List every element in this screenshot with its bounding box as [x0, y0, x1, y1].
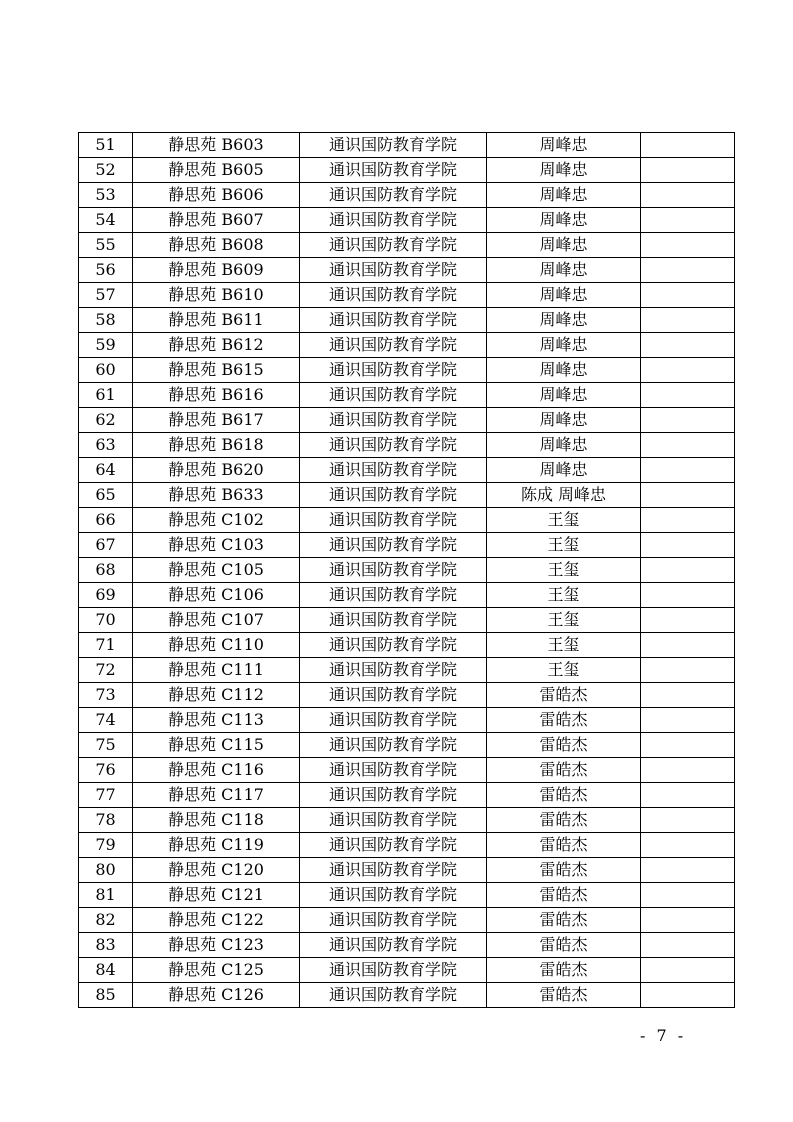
- college-cell: 通识国防教育学院: [300, 283, 487, 308]
- row-number-cell: 62: [79, 408, 133, 433]
- room-cell: 静思苑 B606: [133, 183, 300, 208]
- row-number-cell: 73: [79, 683, 133, 708]
- staff-cell: 雷皓杰: [487, 758, 641, 783]
- table-row: [79, 258, 735, 283]
- college-cell: 通识国防教育学院: [300, 358, 487, 383]
- note-cell: [641, 933, 735, 958]
- staff-cell: 周峰忠: [487, 133, 641, 158]
- row-number-cell: 53: [79, 183, 133, 208]
- table-row: [79, 433, 735, 458]
- room-cell: 静思苑 B611: [133, 308, 300, 333]
- table-row: [79, 358, 735, 383]
- note-cell: [641, 233, 735, 258]
- note-cell: [641, 483, 735, 508]
- table-row: [79, 283, 735, 308]
- row-number-cell: 65: [79, 483, 133, 508]
- row-number-cell: 69: [79, 583, 133, 608]
- table-row: [79, 508, 735, 533]
- row-number-cell: 60: [79, 358, 133, 383]
- table-row: [79, 858, 735, 883]
- note-cell: [641, 783, 735, 808]
- row-number-cell: 81: [79, 883, 133, 908]
- staff-cell: 王玺: [487, 508, 641, 533]
- college-cell: 通识国防教育学院: [300, 658, 487, 683]
- room-cell: 静思苑 B633: [133, 483, 300, 508]
- note-cell: [641, 883, 735, 908]
- note-cell: [641, 708, 735, 733]
- note-cell: [641, 558, 735, 583]
- table-row: [79, 708, 735, 733]
- room-cell: 静思苑 C120: [133, 858, 300, 883]
- college-cell: 通识国防教育学院: [300, 158, 487, 183]
- row-number-cell: 59: [79, 333, 133, 358]
- staff-cell: 周峰忠: [487, 383, 641, 408]
- college-cell: 通识国防教育学院: [300, 433, 487, 458]
- row-number-cell: 74: [79, 708, 133, 733]
- note-cell: [641, 383, 735, 408]
- college-cell: 通识国防教育学院: [300, 208, 487, 233]
- page-number: - 7 -: [640, 1026, 687, 1045]
- dormitory-table-body: [79, 133, 735, 1008]
- staff-cell: 周峰忠: [487, 258, 641, 283]
- table-row: [79, 833, 735, 858]
- room-cell: 静思苑 C105: [133, 558, 300, 583]
- staff-cell: 周峰忠: [487, 208, 641, 233]
- college-cell: 通识国防教育学院: [300, 733, 487, 758]
- table-row: [79, 933, 735, 958]
- staff-cell: 王玺: [487, 658, 641, 683]
- staff-cell: 雷皓杰: [487, 858, 641, 883]
- college-cell: 通识国防教育学院: [300, 608, 487, 633]
- college-cell: 通识国防教育学院: [300, 233, 487, 258]
- note-cell: [641, 433, 735, 458]
- room-cell: 静思苑 C107: [133, 608, 300, 633]
- college-cell: 通识国防教育学院: [300, 308, 487, 333]
- staff-cell: 雷皓杰: [487, 783, 641, 808]
- staff-cell: 雷皓杰: [487, 883, 641, 908]
- college-cell: 通识国防教育学院: [300, 533, 487, 558]
- room-cell: 静思苑 B620: [133, 458, 300, 483]
- note-cell: [641, 958, 735, 983]
- table-row: [79, 208, 735, 233]
- college-cell: 通识国防教育学院: [300, 183, 487, 208]
- table-row: [79, 383, 735, 408]
- note-cell: [641, 608, 735, 633]
- staff-cell: 雷皓杰: [487, 958, 641, 983]
- table-row: [79, 233, 735, 258]
- staff-cell: 王玺: [487, 583, 641, 608]
- row-number-cell: 78: [79, 808, 133, 833]
- table-row: [79, 133, 735, 158]
- staff-cell: 雷皓杰: [487, 683, 641, 708]
- row-number-cell: 71: [79, 633, 133, 658]
- room-cell: 静思苑 B603: [133, 133, 300, 158]
- college-cell: 通识国防教育学院: [300, 708, 487, 733]
- college-cell: 通识国防教育学院: [300, 683, 487, 708]
- table-row: [79, 558, 735, 583]
- staff-cell: 雷皓杰: [487, 933, 641, 958]
- room-cell: 静思苑 C117: [133, 783, 300, 808]
- room-cell: 静思苑 B610: [133, 283, 300, 308]
- note-cell: [641, 408, 735, 433]
- note-cell: [641, 358, 735, 383]
- note-cell: [641, 208, 735, 233]
- note-cell: [641, 733, 735, 758]
- college-cell: 通识国防教育学院: [300, 883, 487, 908]
- note-cell: [641, 183, 735, 208]
- row-number-cell: 66: [79, 508, 133, 533]
- table-row: [79, 408, 735, 433]
- row-number-cell: 80: [79, 858, 133, 883]
- staff-cell: 周峰忠: [487, 283, 641, 308]
- room-cell: 静思苑 C125: [133, 958, 300, 983]
- staff-cell: 周峰忠: [487, 458, 641, 483]
- table-row: [79, 908, 735, 933]
- staff-cell: 雷皓杰: [487, 833, 641, 858]
- table-row: [79, 308, 735, 333]
- table-row: [79, 183, 735, 208]
- room-cell: 静思苑 B618: [133, 433, 300, 458]
- row-number-cell: 85: [79, 983, 133, 1008]
- row-number-cell: 64: [79, 458, 133, 483]
- room-cell: 静思苑 C126: [133, 983, 300, 1008]
- row-number-cell: 77: [79, 783, 133, 808]
- staff-cell: 周峰忠: [487, 308, 641, 333]
- college-cell: 通识国防教育学院: [300, 333, 487, 358]
- note-cell: [641, 658, 735, 683]
- staff-cell: 王玺: [487, 533, 641, 558]
- row-number-cell: 63: [79, 433, 133, 458]
- staff-cell: 陈成 周峰忠: [487, 483, 641, 508]
- staff-cell: 王玺: [487, 558, 641, 583]
- room-cell: 静思苑 B609: [133, 258, 300, 283]
- college-cell: 通识国防教育学院: [300, 858, 487, 883]
- college-cell: 通识国防教育学院: [300, 483, 487, 508]
- table-row: [79, 158, 735, 183]
- row-number-cell: 84: [79, 958, 133, 983]
- staff-cell: 周峰忠: [487, 183, 641, 208]
- note-cell: [641, 833, 735, 858]
- table-row: [79, 983, 735, 1008]
- staff-cell: 周峰忠: [487, 408, 641, 433]
- college-cell: 通识国防教育学院: [300, 258, 487, 283]
- room-cell: 静思苑 C103: [133, 533, 300, 558]
- staff-cell: 雷皓杰: [487, 983, 641, 1008]
- staff-cell: 周峰忠: [487, 433, 641, 458]
- note-cell: [641, 508, 735, 533]
- note-cell: [641, 333, 735, 358]
- staff-cell: 周峰忠: [487, 333, 641, 358]
- table-row: [79, 583, 735, 608]
- row-number-cell: 56: [79, 258, 133, 283]
- note-cell: [641, 758, 735, 783]
- note-cell: [641, 258, 735, 283]
- note-cell: [641, 983, 735, 1008]
- room-cell: 静思苑 B612: [133, 333, 300, 358]
- row-number-cell: 54: [79, 208, 133, 233]
- note-cell: [641, 583, 735, 608]
- row-number-cell: 75: [79, 733, 133, 758]
- row-number-cell: 68: [79, 558, 133, 583]
- college-cell: 通识国防教育学院: [300, 458, 487, 483]
- staff-cell: 雷皓杰: [487, 708, 641, 733]
- college-cell: 通识国防教育学院: [300, 133, 487, 158]
- room-cell: 静思苑 B605: [133, 158, 300, 183]
- staff-cell: 周峰忠: [487, 358, 641, 383]
- table-row: [79, 958, 735, 983]
- room-cell: 静思苑 C115: [133, 733, 300, 758]
- college-cell: 通识国防教育学院: [300, 833, 487, 858]
- note-cell: [641, 308, 735, 333]
- college-cell: 通识国防教育学院: [300, 558, 487, 583]
- college-cell: 通识国防教育学院: [300, 758, 487, 783]
- table-row: [79, 333, 735, 358]
- room-cell: 静思苑 C116: [133, 758, 300, 783]
- college-cell: 通识国防教育学院: [300, 583, 487, 608]
- note-cell: [641, 533, 735, 558]
- room-cell: 静思苑 C102: [133, 508, 300, 533]
- note-cell: [641, 858, 735, 883]
- college-cell: 通识国防教育学院: [300, 783, 487, 808]
- college-cell: 通识国防教育学院: [300, 908, 487, 933]
- note-cell: [641, 458, 735, 483]
- dormitory-table: [78, 132, 735, 1008]
- table-row: [79, 658, 735, 683]
- room-cell: 静思苑 C123: [133, 933, 300, 958]
- row-number-cell: 83: [79, 933, 133, 958]
- row-number-cell: 52: [79, 158, 133, 183]
- row-number-cell: 67: [79, 533, 133, 558]
- college-cell: 通识国防教育学院: [300, 633, 487, 658]
- room-cell: 静思苑 C113: [133, 708, 300, 733]
- college-cell: 通识国防教育学院: [300, 508, 487, 533]
- note-cell: [641, 683, 735, 708]
- table-row: [79, 683, 735, 708]
- row-number-cell: 82: [79, 908, 133, 933]
- table-row: [79, 533, 735, 558]
- row-number-cell: 58: [79, 308, 133, 333]
- note-cell: [641, 908, 735, 933]
- note-cell: [641, 283, 735, 308]
- college-cell: 通识国防教育学院: [300, 808, 487, 833]
- staff-cell: 王玺: [487, 633, 641, 658]
- row-number-cell: 57: [79, 283, 133, 308]
- table-row: [79, 608, 735, 633]
- room-cell: 静思苑 C106: [133, 583, 300, 608]
- note-cell: [641, 808, 735, 833]
- row-number-cell: 51: [79, 133, 133, 158]
- row-number-cell: 72: [79, 658, 133, 683]
- room-cell: 静思苑 C112: [133, 683, 300, 708]
- row-number-cell: 70: [79, 608, 133, 633]
- room-cell: 静思苑 C119: [133, 833, 300, 858]
- note-cell: [641, 158, 735, 183]
- note-cell: [641, 133, 735, 158]
- room-cell: 静思苑 C111: [133, 658, 300, 683]
- row-number-cell: 76: [79, 758, 133, 783]
- staff-cell: 雷皓杰: [487, 733, 641, 758]
- room-cell: 静思苑 B608: [133, 233, 300, 258]
- table-row: [79, 758, 735, 783]
- room-cell: 静思苑 B607: [133, 208, 300, 233]
- staff-cell: 周峰忠: [487, 158, 641, 183]
- room-cell: 静思苑 B615: [133, 358, 300, 383]
- staff-cell: 王玺: [487, 608, 641, 633]
- room-cell: 静思苑 B617: [133, 408, 300, 433]
- table-row: [79, 458, 735, 483]
- college-cell: 通识国防教育学院: [300, 958, 487, 983]
- row-number-cell: 79: [79, 833, 133, 858]
- note-cell: [641, 633, 735, 658]
- college-cell: 通识国防教育学院: [300, 983, 487, 1008]
- table-row: [79, 883, 735, 908]
- room-cell: 静思苑 C122: [133, 908, 300, 933]
- college-cell: 通识国防教育学院: [300, 933, 487, 958]
- row-number-cell: 61: [79, 383, 133, 408]
- table-row: [79, 733, 735, 758]
- row-number-cell: 55: [79, 233, 133, 258]
- table-row: [79, 633, 735, 658]
- room-cell: 静思苑 C110: [133, 633, 300, 658]
- room-cell: 静思苑 C118: [133, 808, 300, 833]
- staff-cell: 周峰忠: [487, 233, 641, 258]
- staff-cell: 雷皓杰: [487, 908, 641, 933]
- room-cell: 静思苑 B616: [133, 383, 300, 408]
- room-cell: 静思苑 C121: [133, 883, 300, 908]
- staff-cell: 雷皓杰: [487, 808, 641, 833]
- table-row: [79, 483, 735, 508]
- college-cell: 通识国防教育学院: [300, 383, 487, 408]
- college-cell: 通识国防教育学院: [300, 408, 487, 433]
- table-row: [79, 808, 735, 833]
- table-row: [79, 783, 735, 808]
